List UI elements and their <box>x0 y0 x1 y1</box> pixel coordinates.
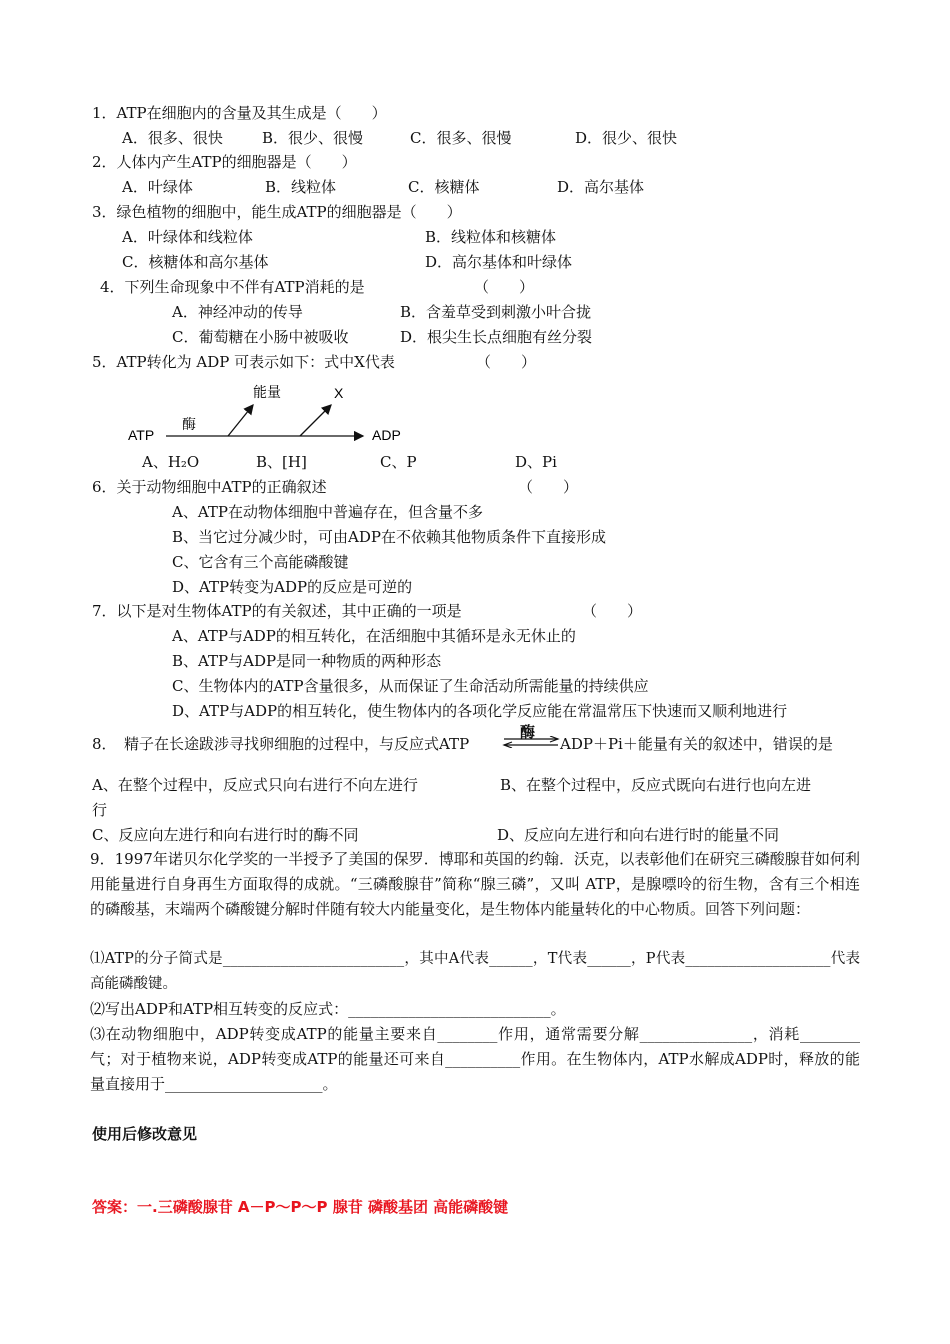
q3-option-d: D．高尔基体和叶绿体 <box>425 253 573 271</box>
q1-option-a: A．很多、很快 <box>122 129 223 147</box>
q7-option-a: A、ATP与ADP的相互转化，在活细胞中其循环是永无休止的 <box>172 627 576 645</box>
answer-line: 答案：一.三磷酸腺苷 A－P～P～P 腺苷 磷酸基团 高能磷酸键 <box>92 1198 509 1216</box>
diagram-atp-label: ATP <box>128 427 155 443</box>
q2-option-c: C．核糖体 <box>408 178 480 196</box>
q8-option-c: C、反应向左进行和向右进行时的酶不同 <box>92 826 359 844</box>
q1-stem: 1．ATP在细胞内的含量及其生成是（ ） <box>92 104 387 122</box>
q4-option-d: D．根尖生长点细胞有丝分裂 <box>400 328 593 346</box>
q9-part2: ⑵写出ADP和ATP相互转变的反应式：___________________________。 <box>90 1000 566 1018</box>
q1-option-d: D．很少、很快 <box>575 129 678 147</box>
q6-option-b: B、当它过分减少时，可由ADP在不依赖其他物质条件下直接形成 <box>172 528 606 546</box>
q5-paren: （ ） <box>476 353 537 371</box>
q7-stem: 7．以下是对生物体ATP的有关叙述，其中正确的一项是 <box>92 602 462 620</box>
q8-stem-after: ADP＋Pi＋能量有关的叙述中，错误的是 <box>560 735 833 753</box>
q7-paren: （ ） <box>582 602 643 620</box>
diagram-adp-label: ADP <box>372 427 401 443</box>
diagram-x-label: X <box>334 385 344 401</box>
q9-part1: ⑴ATP的分子简式是_________________________，其中A代表______，T代表______，P代表____________________代表高能磷酸键。 <box>90 951 860 992</box>
q4-option-b: B．含羞草受到刺激小叶合拢 <box>400 303 592 321</box>
q8-option-b-line1: B、在整个过程中，反应式既向右进行也向左进 <box>500 776 812 794</box>
q4-option-c: C．葡萄糖在小肠中被吸收 <box>172 328 349 346</box>
q6-option-d: D、ATP转变为ADP的反应是可逆的 <box>172 578 413 596</box>
q5-option-a: A、H₂O <box>142 453 200 471</box>
diagram-energy-arrow <box>228 405 253 436</box>
reversible-arrow-icon <box>502 736 560 748</box>
q8-option-b-line2: 行 <box>92 801 108 819</box>
q5-option-d: D、Pi <box>515 453 557 471</box>
q8-option-d: D、反应向左进行和向右进行时的能量不同 <box>497 826 780 844</box>
diagram-enzyme-label: 酶 <box>182 416 196 432</box>
q5-option-c: C、P <box>380 453 417 471</box>
q6-option-c: C、它含有三个高能磷酸键 <box>172 553 349 571</box>
q8-option-a: A、在整个过程中，反应式只向右进行不向左进行 <box>92 776 418 794</box>
q6-option-a: A、ATP在动物体细胞中普遍存在，但含量不多 <box>172 503 483 521</box>
q5-stem: 5．ATP转化为 ADP 可表示如下：式中X代表 <box>92 353 395 371</box>
q7-option-c: C、生物体内的ATP含量很多，从而保证了生命活动所需能量的持续供应 <box>172 677 649 695</box>
q3-stem: 3．绿色植物的细胞中，能生成ATP的细胞器是（ ） <box>92 203 462 221</box>
q3-option-a: A．叶绿体和线粒体 <box>122 228 253 246</box>
q4-paren: （ ） <box>474 278 535 296</box>
q8-enzyme-label: 酶 <box>520 723 536 741</box>
q2-stem: 2．人体内产生ATP的细胞器是（ ） <box>92 153 357 171</box>
q3-option-b: B．线粒体和核糖体 <box>425 228 557 246</box>
diagram-energy-label: 能量 <box>253 384 281 400</box>
q7-option-b: B、ATP与ADP是同一种物质的两种形态 <box>172 652 442 670</box>
q3-option-c: C．核糖体和高尔基体 <box>122 253 269 271</box>
q8-stem-before: 8． 精子在长途跋涉寻找卵细胞的过程中，与反应式ATP <box>92 735 470 753</box>
q5-option-b: B、[H] <box>256 453 307 471</box>
q2-option-d: D．高尔基体 <box>557 178 645 196</box>
diagram-x-arrow <box>300 405 331 436</box>
q9-intro: 9．1997年诺贝尔化学奖的一半授予了美国的保罗．博耶和英国的约翰．沃克，以表彰他们在研究三磷酸腺苷如何利用能量进行自身再生方面取得的成就。“三磷酸腺苷”简称“腺三磷”，又叫 ATP，是腺嘌呤的衍生物，含有三个相连的磷酸基，末端两个磷酸键分解时伴随有较大内能量变化，是生物体内能量转化的中心物质。回答下列问题： <box>90 850 860 918</box>
q1-option-c: C．很多、很慢 <box>410 129 512 147</box>
q9-part3: ⑶在动物细胞中，ADP转变成ATP的能量主要来自________作用，通常需要分解_______________，消耗________气；对于植物来说，ADP转变成ATP的能量还可来自__________作用。在生物体内，ATP水解成ADP时，释放的能量直接用于_____________________。 <box>90 1025 860 1093</box>
q6-stem: 6．关于动物细胞中ATP的正确叙述 <box>92 478 327 496</box>
q4-stem: 4．下列生命现象中不伴有ATP消耗的是 <box>100 278 365 296</box>
atp-reaction-diagram <box>110 378 420 450</box>
q6-paren: （ ） <box>518 478 579 496</box>
q2-option-b: B．线粒体 <box>265 178 337 196</box>
feedback-heading: 使用后修改意见 <box>92 1125 198 1143</box>
q7-option-d: D、ATP与ADP的相互转化，使生物体内的各项化学反应能在常温常压下快速而又顺利地进行 <box>172 702 788 720</box>
q4-option-a: A．神经冲动的传导 <box>172 303 303 321</box>
q1-option-b: B．很少、很慢 <box>262 129 364 147</box>
q2-option-a: A．叶绿体 <box>122 178 193 196</box>
